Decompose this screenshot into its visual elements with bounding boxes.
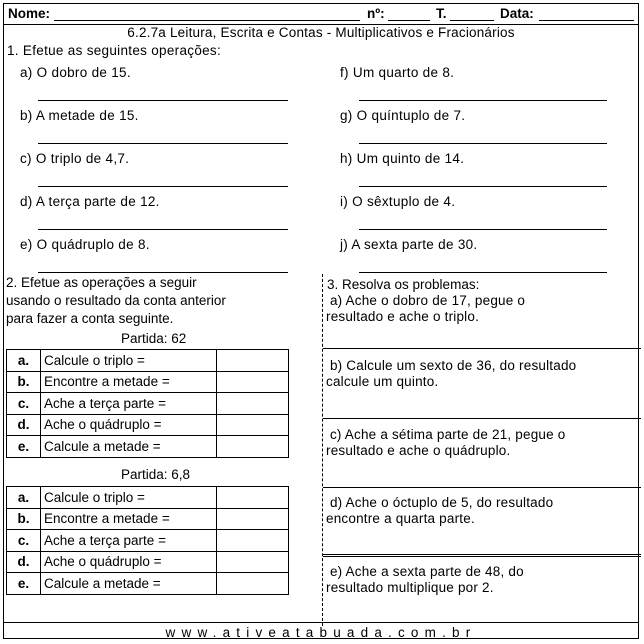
section1-title: 1. Efetue as seguintes operações: bbox=[7, 43, 222, 58]
row-instruction: Ache o quádruplo = bbox=[41, 414, 217, 436]
row-instruction: Calcule o triplo = bbox=[41, 350, 217, 372]
date-label: Data: bbox=[500, 6, 534, 21]
problem-e bbox=[326, 564, 638, 596]
exercise-g: g) O quíntuplo de 7. bbox=[340, 108, 466, 123]
row-letter: a. bbox=[7, 350, 41, 372]
problem-separator-4 bbox=[323, 554, 641, 555]
name-field[interactable] bbox=[54, 20, 360, 21]
row-letter: c. bbox=[7, 530, 41, 552]
answer-cell[interactable] bbox=[217, 393, 289, 415]
problem-c-line-2: resultado e ache o quádruplo. bbox=[326, 443, 511, 458]
table-row bbox=[7, 350, 289, 372]
row-letter: e. bbox=[7, 573, 41, 595]
problem-d-line-2: encontre a quarta parte. bbox=[326, 511, 475, 526]
problem-b-line-2: calcule um quinto. bbox=[326, 374, 439, 389]
problem-c-line-1: c) Ache a sétima parte de 21, pegue o bbox=[326, 427, 566, 442]
answer-cell[interactable] bbox=[217, 508, 289, 530]
class-label: T. bbox=[436, 6, 447, 21]
problem-b-line-1: b) Calcule um sexto de 36, do resultado bbox=[326, 358, 577, 373]
answer-cell[interactable] bbox=[217, 371, 289, 393]
answer-line-j[interactable] bbox=[359, 272, 607, 273]
row-letter: e. bbox=[7, 436, 41, 458]
section3-title: 3. Resolva os problemas: bbox=[327, 277, 480, 292]
problem-separator-2b bbox=[323, 418, 641, 419]
exercise-f: f) Um quarto de 8. bbox=[340, 65, 455, 80]
row-instruction: Calcule a metade = bbox=[41, 573, 217, 595]
answer-cell[interactable] bbox=[217, 436, 289, 458]
operations-table-2 bbox=[6, 486, 289, 595]
row-instruction: Calcule o triplo = bbox=[41, 487, 217, 509]
exercise-h: h) Um quinto de 14. bbox=[340, 151, 465, 166]
row-letter: a. bbox=[7, 487, 41, 509]
class-field[interactable] bbox=[450, 20, 494, 21]
worksheet-title: 6.2.7a Leitura, Escrita e Contas - Multiplicativos e Fracionários bbox=[127, 25, 515, 40]
table-row bbox=[7, 551, 289, 573]
row-letter: b. bbox=[7, 508, 41, 530]
footer-website[interactable]: www.ativeatabuada.com.br bbox=[165, 625, 477, 640]
exercise-j: j) A sexta parte de 30. bbox=[340, 237, 478, 252]
problem-separator-1 bbox=[323, 348, 641, 349]
number-field[interactable] bbox=[388, 20, 430, 21]
answer-line-b[interactable] bbox=[38, 143, 288, 144]
table-row bbox=[7, 414, 289, 436]
row-instruction: Ache o quádruplo = bbox=[41, 551, 217, 573]
exercise-e: e) O quádruplo de 8. bbox=[20, 237, 150, 252]
answer-cell[interactable] bbox=[217, 573, 289, 595]
problem-d-line-1: d) Ache o óctuplo de 5, do resultado bbox=[326, 495, 554, 510]
table-row bbox=[7, 393, 289, 415]
table-row bbox=[7, 436, 289, 458]
answer-line-i[interactable] bbox=[359, 229, 607, 230]
section2-title-line-1: 2. Efetue as operações a seguir bbox=[6, 275, 197, 290]
date-field[interactable] bbox=[539, 20, 634, 21]
start-label-1: Partida: 62 bbox=[121, 331, 187, 346]
column-divider bbox=[322, 274, 323, 626]
table-row bbox=[7, 530, 289, 552]
answer-line-d[interactable] bbox=[38, 229, 288, 230]
exercise-b: b) A metade de 15. bbox=[20, 108, 139, 123]
answer-cell[interactable] bbox=[217, 414, 289, 436]
answer-line-c[interactable] bbox=[38, 186, 288, 187]
row-instruction: Encontre a metade = bbox=[41, 508, 217, 530]
exercise-i: i) O sêxtuplo de 4. bbox=[340, 194, 456, 209]
row-instruction: Encontre a metade = bbox=[41, 371, 217, 393]
answer-cell[interactable] bbox=[217, 487, 289, 509]
table-row bbox=[7, 371, 289, 393]
answer-cell[interactable] bbox=[217, 551, 289, 573]
header-bar bbox=[4, 4, 638, 25]
problem-e-line-2: resultado multiplique por 2. bbox=[326, 580, 494, 595]
problem-c bbox=[326, 427, 638, 459]
table-row bbox=[7, 573, 289, 595]
exercise-d: d) A terça parte de 12. bbox=[20, 194, 160, 209]
problem-e-line-1: e) Ache a sexta parte de 48, do bbox=[326, 564, 524, 579]
row-instruction: Ache a terça parte = bbox=[41, 393, 217, 415]
answer-line-g[interactable] bbox=[359, 143, 607, 144]
name-label: Nome: bbox=[8, 6, 51, 21]
row-letter: d. bbox=[7, 551, 41, 573]
answer-line-a[interactable] bbox=[38, 100, 288, 101]
section2-title-line-2: usando o resultado da conta anterior bbox=[6, 293, 226, 308]
section2-title-line-3: para fazer a conta seguinte. bbox=[6, 311, 174, 326]
answer-line-h[interactable] bbox=[359, 186, 607, 187]
operations-table-1 bbox=[6, 349, 289, 458]
worksheet bbox=[3, 3, 639, 639]
start-label-2: Partida: 6,8 bbox=[121, 467, 191, 482]
footer-divider bbox=[4, 622, 638, 623]
row-instruction: Ache a terça parte = bbox=[41, 530, 217, 552]
row-letter: c. bbox=[7, 393, 41, 415]
answer-cell[interactable] bbox=[217, 350, 289, 372]
number-label: nº: bbox=[367, 6, 385, 21]
answer-cell[interactable] bbox=[217, 530, 289, 552]
problem-a-line-1: a) Ache o dobro de 17, pegue o bbox=[326, 293, 526, 308]
exercise-a: a) O dobro de 15. bbox=[20, 65, 131, 80]
answer-line-f[interactable] bbox=[359, 100, 607, 101]
problem-a-line-2: resultado e ache o triplo. bbox=[326, 309, 480, 324]
problem-separator-3b bbox=[323, 487, 641, 488]
problem-d bbox=[326, 495, 638, 527]
table-row bbox=[7, 508, 289, 530]
problem-a bbox=[326, 293, 638, 325]
row-letter: b. bbox=[7, 371, 41, 393]
answer-line-e[interactable] bbox=[38, 272, 288, 273]
exercise-c: c) O triplo de 4,7. bbox=[20, 151, 130, 166]
row-instruction: Calcule a metade = bbox=[41, 436, 217, 458]
table-row bbox=[7, 487, 289, 509]
problem-b bbox=[326, 358, 638, 390]
row-letter: d. bbox=[7, 414, 41, 436]
problem-separator-4b bbox=[323, 556, 641, 557]
